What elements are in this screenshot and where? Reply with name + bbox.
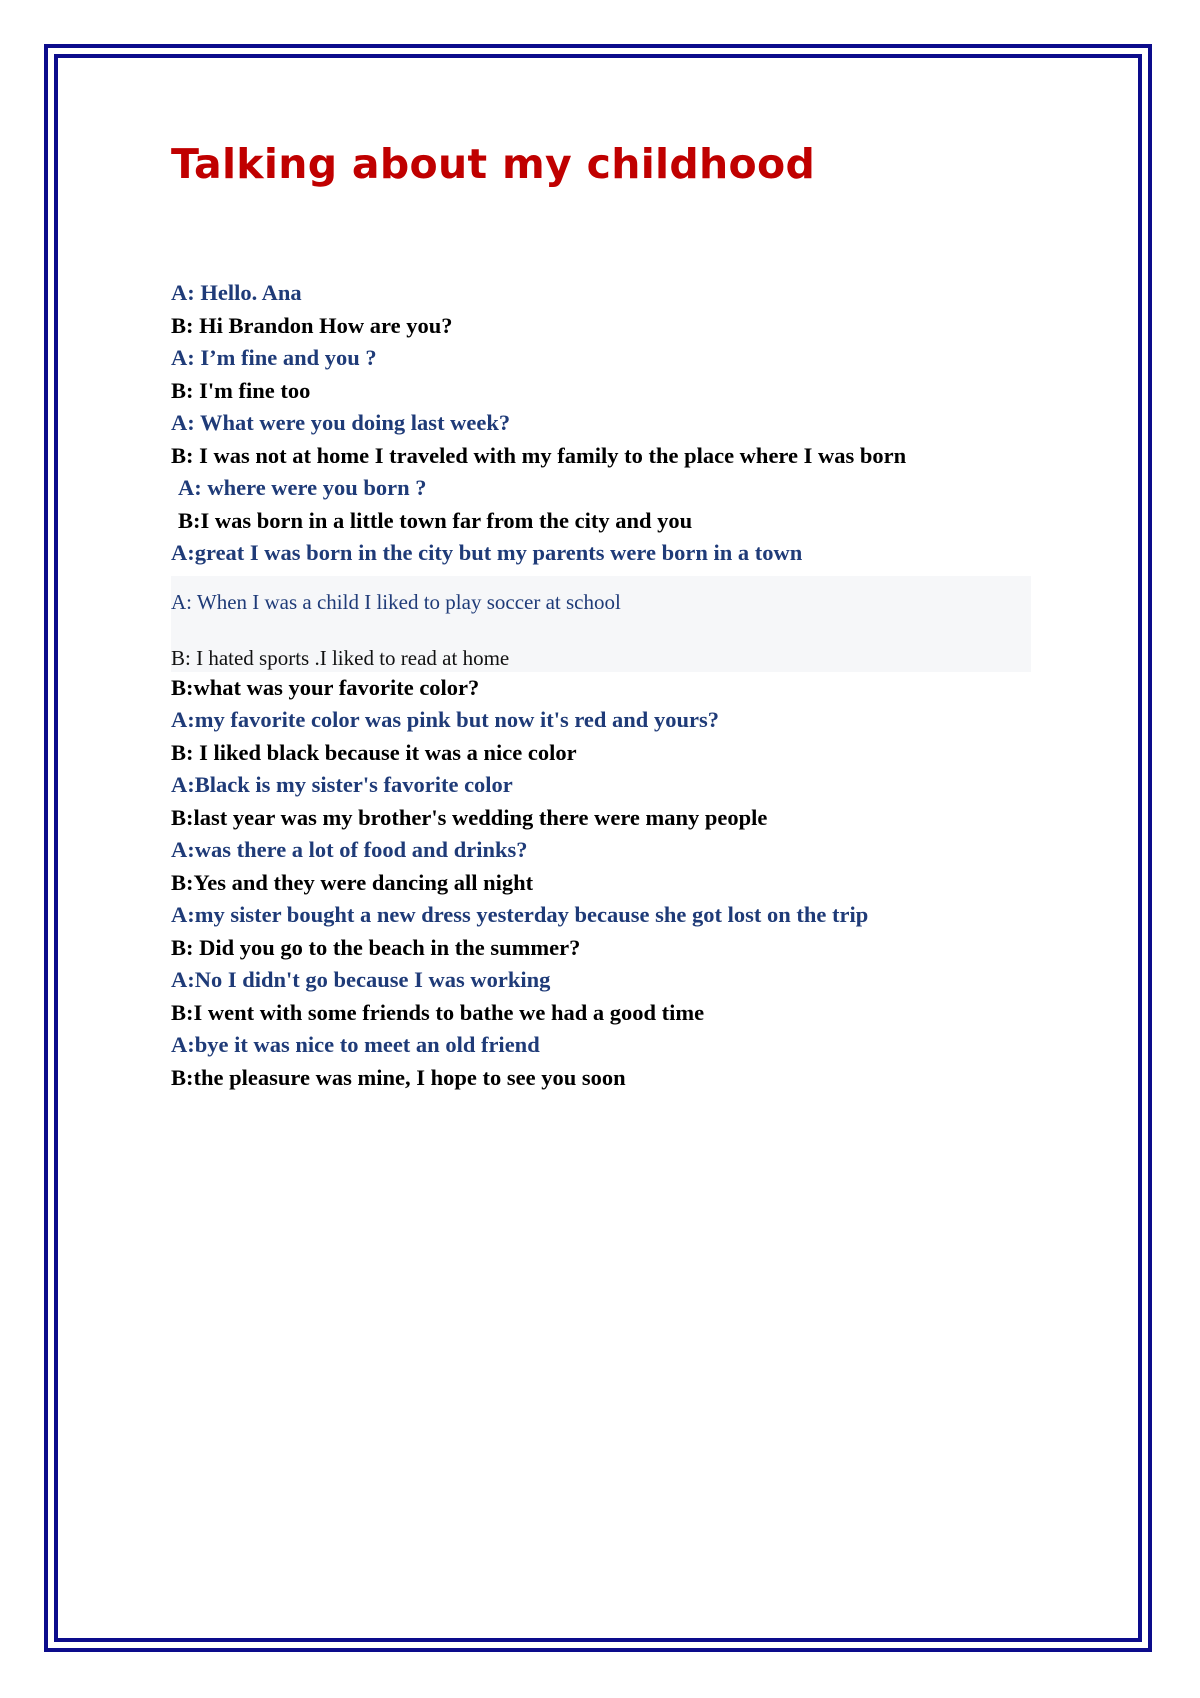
dialogue-line-b: B:Yes and they were dancing all night [171, 869, 534, 895]
dialogue-line-a: A: When I was a child I liked to play soccer at school [171, 589, 621, 614]
dialogue-line-a: A:great I was born in the city but my parents were born in a town [171, 540, 803, 565]
dialogue-line-b: B:the pleasure was mine, I hope to see you soon [171, 1064, 626, 1090]
dialogue-line-b: B:I was born in a little town far from the city and you [178, 507, 693, 533]
dialogue-line-a: A:my sister bought a new dress yesterday because she got lost on the trip [171, 902, 869, 927]
dialogue-line-b: B: Did you go to the beach in the summer? [171, 934, 581, 960]
dialogue-line-b: B: I was not at home I traveled with my family to the place where I was born [171, 442, 907, 468]
dialogue-line-a: A:was there a lot of food and drinks? [171, 837, 528, 862]
dialogue-line-a: A:bye it was nice to meet an old friend [171, 1032, 540, 1057]
dialogue-line-b: B:what was your favorite color? [171, 674, 480, 700]
dialogue-line-a: A: What were you doing last week? [171, 410, 511, 435]
dialogue-line-a: A: Hello. Ana [171, 280, 302, 305]
dialogue-line-a: A: I’m fine and you ? [171, 345, 377, 370]
page-title: Talking about my childhood [171, 140, 816, 188]
dialogue-line-b: B: I hated sports .I liked to read at home [171, 645, 510, 670]
dialogue-line-a: A:Black is my sister's favorite color [171, 772, 513, 797]
dialogue-line-b: B:last year was my brother's wedding there were many people [171, 804, 768, 830]
dialogue-line-b: B: I liked black because it was a nice color [171, 739, 577, 765]
dialogue-line-a: A:my favorite color was pink but now it's red and yours? [171, 707, 719, 732]
dialogue-line-b: B: Hi Brandon How are you? [171, 312, 453, 338]
dialogue-line-a: A:No I didn't go because I was working [171, 967, 551, 992]
shaded-dialogue-block [171, 576, 1031, 672]
dialogue-line-b: B: I'm fine too [171, 377, 311, 403]
dialogue-line-a: A: where were you born ? [178, 475, 427, 500]
dialogue [171, 277, 1039, 1094]
dialogue-line-b: B:I went with some friends to bathe we had a good time [171, 999, 705, 1025]
